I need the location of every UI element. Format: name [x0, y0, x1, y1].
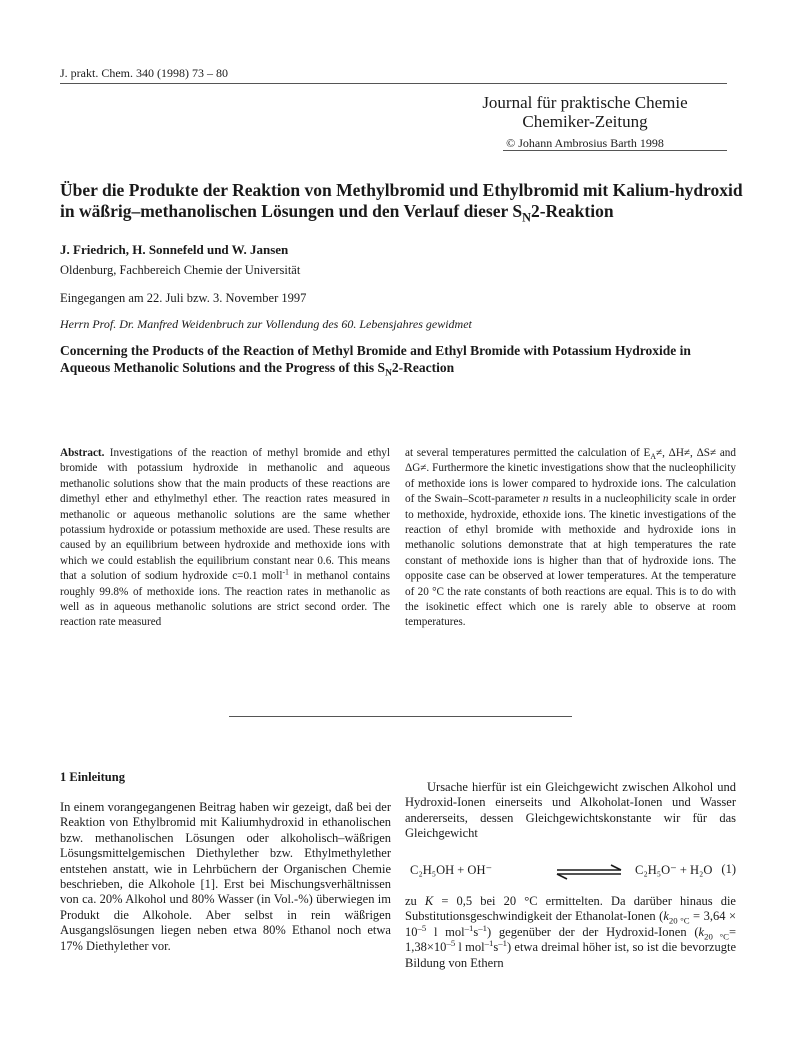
abstract-left-column: Abstract. Investigations of the reaction of methyl bromide and ethyl bromide with potassium hydroxide in methanolic and aqueous methanolic solutions show that the main products of these reactions are dimethyl ether and ethylmethyl ether. The reaction rates measured in methanolic or aqueous methanolic solutions are the same whether potassium hydroxide or potassium methoxide are used. These results are caused by an equilibrium between hydroxide and methoxide ions with which we could establish the equilibrium constant near 0.6. This means that a solution of sodium hydroxide c=0.1 moll$^{-1}$ in methanol contains roughly 99.8% of methoxide ions. The reaction rates in methanolic as well as in aqueous methanolic solutions are strict second order. The reaction rate measured [60, 447, 391, 629]
journal-citation: J. prakt. Chem. 340 (1998) 73 – 80 [60, 66, 228, 80]
body-left-column: In einem vorangegangenen Beitrag haben wir gezeigt, daß bei der Reaktion von Ethylbromid mit Kaliumhydroxid in ethanolischen bzw. methanolischen Lösungen oder alkoholisch–wäßrigen Lösungsmittelgemischen Diethylether bzw. Ethylmethylether entstehen anstatt, wie in Lehrbüchern der Organischen Chemie beschrieben, die Alkohole [1]. Erst bei Mischungsverhältnissen von ca. 20% Alkohol und 80% Wasser (in Vol.-%) überwiegen im Produkt die Alkohole. Aber selbst in rein wäßrigen Ausgangslösungen liegen neben etwa 80% Ethanol noch etwa 17% Diethylether vor. [60, 800, 391, 953]
equilibrium-arrow-icon [555, 864, 623, 880]
journal-masthead [470, 93, 700, 152]
journal-name: Journal für praktische Chemie [482, 93, 688, 112]
equation-1 [410, 862, 736, 882]
affiliation: Oldenburg, Fachbereich Chemie der Universität [60, 263, 301, 277]
article-title: Über die Produkte der Reaktion von Methylbromid und Ethylbromid mit Kalium-hydroxid in wäßrig–methanolischen Lösungen und den Verlauf dieser $S_N2$-Reaktion [60, 180, 743, 225]
equation-lhs: C₂H₅OH + OH⁻ [410, 863, 493, 877]
masthead-rule [503, 150, 727, 151]
header-rule [60, 83, 727, 84]
dedication: Herrn Prof. Dr. Manfred Weidenbruch zur Vollendung des 60. Lebensjahres gewidmet [60, 317, 472, 331]
abstract-right-column: at several temperatures permitted the calculation of $E_A\ne$, ΔH≠, ΔS≠ and ΔG≠. Furthermore the kinetic investigations show that the nucleophilicity of methoxide ions is lower compared to hydroxide ions. The calculation of the Swain–Scott-parameter n results in a nucleophilicity scale in order to methoxide, hydroxide, ethoxide ions. The kinetic investigations of the reaction of ethyl bromide with methoxide and hydroxide ions in methanolic solutions demonstrate that at high temperatures the rate constant of methoxide ions is higher than that of hydroxide ions. The opposite case can be observed at lower temperatures. At the temperature of 20 °C the rate constants of both reactions are equal. This is to do with the isokinetic effect which one is rarely able to observe at room temperatures. [405, 447, 736, 629]
body-right-continuation: zu K = 0,5 bei 20 °C ermittelten. Da darüber hinaus die Substitutionsgeschwindigkeit der Ethanolat-Ionen ($k_{20 ^\circ C} = 3,64 \times 10^{-5}$ l $mol^{-1}s^{-1}$) gegenüber der der Hydroxid-Ionen ($k_{20 ^\circ C}= 1,38\times 10^{-5}$ l $mol^{-1}s^{-1}$) etwa dreimal höher ist, so ist die bevorzugte Bildung von Ethern [405, 894, 737, 970]
abstract-label: Abstract. [60, 447, 105, 459]
equation-number: (1) [721, 862, 736, 876]
section-heading: 1 Einleitung [60, 770, 125, 784]
copyright-line: © Johann Ambrosius Barth 1998 [506, 136, 664, 150]
authors: J. Friedrich, H. Sonnefeld und W. Jansen [60, 242, 289, 257]
body-right-column: Ursache hierfür ist ein Gleichgewicht zwischen Alkohol und Hydroxid-Ionen einerseits und Alkoholat-Ionen und Wasser andererseits, dessen Gleichgewichtskonstante wir für das Gleichgewicht [405, 780, 736, 841]
journal-subtitle: Chemiker-Zeitung [522, 112, 648, 131]
received-date: Eingegangen am 22. Juli bzw. 3. November 1997 [60, 291, 307, 305]
equation-rhs: C₂H₅O⁻ + H₂O [635, 863, 713, 877]
english-title: Concerning the Products of the Reaction of Methyl Bromide and Ethyl Bromide with Potassium Hydroxide in Aqueous Methanolic Solutions and the Progress of this $S_N2$-Reaction [60, 343, 691, 379]
abstract-separator [229, 716, 572, 717]
